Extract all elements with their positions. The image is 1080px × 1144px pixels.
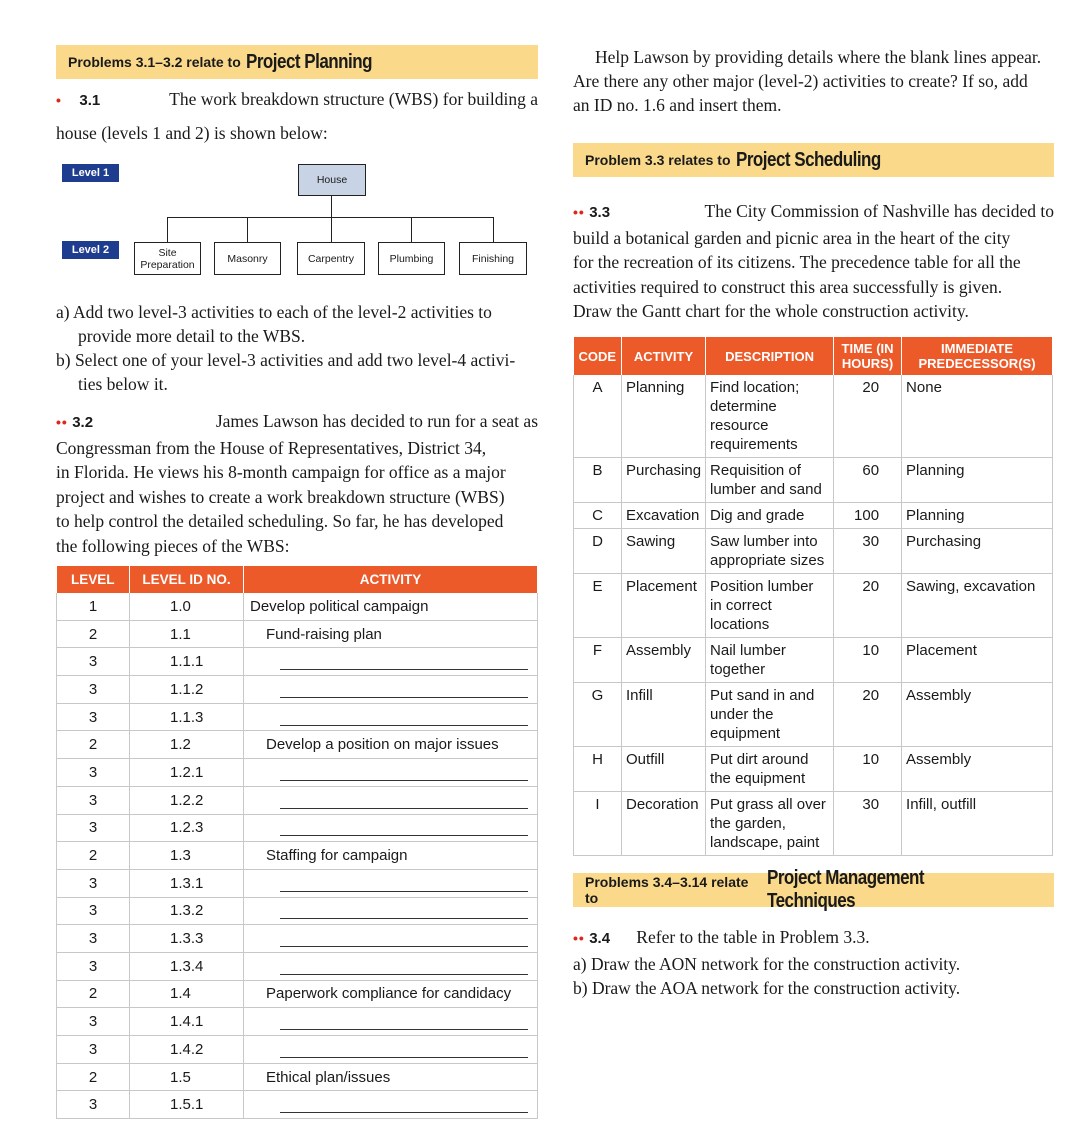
description-cell: Find location; determine resource requirements — [706, 375, 834, 458]
table-row — [574, 574, 1053, 638]
description-cell: Position lumber in correct locations — [706, 574, 834, 638]
level-cell: 2 — [57, 620, 130, 648]
level-id-cell: 1.4 — [130, 980, 244, 1008]
problem-text-line: Are there any other major (level-2) activities to create? If so, add — [573, 71, 1028, 91]
level-cell: 3 — [57, 703, 130, 731]
level-cell: 3 — [57, 759, 130, 787]
problem-number: 3.4 — [589, 930, 611, 947]
code-cell: H — [574, 747, 622, 792]
level-cell: 3 — [57, 786, 130, 814]
level-id-cell: 1.2.2 — [130, 786, 244, 814]
precedence-table — [573, 337, 1053, 856]
table-row — [57, 897, 538, 925]
time-cell: 10 — [834, 747, 902, 792]
table-row — [57, 842, 538, 870]
problem-text-line: to help control the detailed scheduling. So far, he has developed — [56, 511, 504, 531]
problem-text-line: Congressman from the House of Representatives, District 34, — [56, 437, 487, 458]
table-row — [574, 792, 1053, 856]
part-b-line: b) Draw the AOA network for the construction activity. — [573, 978, 961, 998]
blank-line[interactable] — [280, 904, 528, 919]
blank-line[interactable] — [280, 655, 528, 670]
problem-3-2-continuation — [573, 45, 1054, 117]
activity-cell — [244, 814, 538, 842]
level-cell: 3 — [57, 925, 130, 953]
level-id-cell: 1.2.1 — [130, 759, 244, 787]
banner-prefix: Problem 3.3 relates to — [585, 152, 731, 168]
table-row — [57, 676, 538, 704]
predecessor-cell: Planning — [902, 503, 1053, 529]
level-cell: 3 — [57, 676, 130, 704]
level-cell: 2 — [57, 731, 130, 759]
column-header: ACTIVITY — [244, 566, 538, 593]
connector-line — [331, 217, 332, 242]
problem-text-line: project and wishes to create a work breakdown structure (WBS) — [56, 486, 505, 507]
section-banner-project-management-techniques — [573, 867, 1054, 912]
activity-cell — [244, 1036, 538, 1064]
blank-line[interactable] — [280, 766, 528, 781]
activity-text: Ethical plan/issues — [266, 1068, 391, 1086]
description-cell: Put grass all over the garden, landscape, paint — [706, 792, 834, 856]
table-row — [574, 375, 1053, 458]
code-cell: F — [574, 638, 622, 683]
column-header: DESCRIPTION — [706, 337, 834, 375]
problem-text-line: build a botanical garden and picnic area in the heart of the city — [573, 227, 1011, 248]
time-cell: 20 — [834, 574, 902, 638]
table-row — [57, 1036, 538, 1064]
table-row — [57, 814, 538, 842]
table-row — [574, 747, 1053, 792]
activity-cell: Sawing — [622, 529, 706, 574]
part-b-line: b) Select one of your level-3 activities and add two level-4 activi- — [56, 350, 516, 370]
description-cell: Nail lumber together — [706, 638, 834, 683]
part-a-line: provide more detail to the WBS. — [78, 326, 306, 346]
connector-line — [493, 217, 494, 242]
connector-line — [331, 196, 332, 218]
table-row — [57, 620, 538, 648]
time-cell: 20 — [834, 683, 902, 747]
wbs-child-box: Plumbing — [378, 242, 445, 275]
activity-cell — [244, 897, 538, 925]
level-cell: 3 — [57, 869, 130, 897]
level-id-cell: 1.1.2 — [130, 676, 244, 704]
problem-3-1-parts — [56, 300, 538, 396]
wbs-table-body — [57, 593, 538, 1119]
level-cell: 3 — [57, 897, 130, 925]
predecessor-cell: None — [902, 375, 1053, 458]
blank-line[interactable] — [280, 821, 528, 836]
level-id-cell: 1.5.1 — [130, 1091, 244, 1119]
table-row — [574, 503, 1053, 529]
banner-topic: Project Scheduling — [735, 148, 881, 171]
table-row — [57, 1063, 538, 1091]
predecessor-cell: Infill, outfill — [902, 792, 1053, 856]
activity-cell — [244, 842, 538, 870]
table-header-row — [57, 566, 538, 593]
connector-line — [167, 217, 168, 242]
blank-line[interactable] — [280, 1098, 528, 1113]
level-id-cell: 1.3 — [130, 842, 244, 870]
predecessor-cell: Sawing, excavation — [902, 574, 1053, 638]
difficulty-dots: •• — [573, 204, 585, 220]
problem-text-line: for the recreation of its citizens. The precedence table for all the — [573, 252, 1021, 272]
column-header: TIME (IN HOURS) — [834, 337, 902, 375]
predecessor-cell: Placement — [902, 638, 1053, 683]
problem-text-line: the following pieces of the WBS: — [56, 535, 290, 556]
activity-text: Staffing for campaign — [266, 847, 408, 865]
table-row — [57, 980, 538, 1008]
blank-line[interactable] — [280, 1043, 528, 1058]
activity-cell — [244, 593, 538, 620]
problem-text-line: activities required to construct this area successfully is given. — [573, 276, 1003, 297]
activity-cell — [244, 703, 538, 731]
activity-cell — [244, 759, 538, 787]
column-header: LEVEL ID NO. — [130, 566, 244, 593]
level-id-cell: 1.2 — [130, 731, 244, 759]
level-id-cell: 1.1 — [130, 620, 244, 648]
banner-topic: Project Management Techniques — [766, 867, 924, 912]
code-cell: B — [574, 458, 622, 503]
table-row — [574, 529, 1053, 574]
precedence-table-body — [574, 375, 1053, 856]
banner-prefix: Problems 3.4–3.14 relate to — [585, 874, 749, 906]
time-cell: 30 — [834, 792, 902, 856]
problem-text-line: in Florida. He views his 8-month campaign for office as a major — [56, 462, 506, 482]
time-cell: 60 — [834, 458, 902, 503]
description-cell: Put sand in and under the equipment — [706, 683, 834, 747]
activity-cell: Assembly — [622, 638, 706, 683]
section-banner-project-planning — [56, 45, 538, 79]
activity-text: Develop a position on major issues — [266, 736, 499, 754]
level-2-tag: Level 2 — [62, 241, 119, 259]
level-id-cell: 1.4.2 — [130, 1036, 244, 1064]
activity-cell — [244, 1091, 538, 1119]
level-cell: 2 — [57, 980, 130, 1008]
description-cell: Requisition of lumber and sand — [706, 458, 834, 503]
time-cell: 10 — [834, 638, 902, 683]
wbs-child-box: Carpentry — [297, 242, 365, 275]
code-cell: E — [574, 574, 622, 638]
table-row — [57, 1008, 538, 1036]
blank-line[interactable] — [280, 877, 528, 892]
banner-topic: Project Planning — [245, 50, 372, 73]
table-row — [57, 648, 538, 676]
activity-cell: Decoration — [622, 792, 706, 856]
code-cell: C — [574, 503, 622, 529]
level-id-cell: 1.3.2 — [130, 897, 244, 925]
level-id-cell: 1.2.3 — [130, 814, 244, 842]
problem-number: 3.2 — [72, 414, 94, 431]
time-cell: 100 — [834, 503, 902, 529]
activity-cell: Purchasing — [622, 458, 706, 503]
table-header-row — [574, 337, 1053, 375]
problem-3-2 — [56, 409, 538, 558]
predecessor-cell: Purchasing — [902, 529, 1053, 574]
problem-number: 3.1 — [79, 92, 101, 109]
difficulty-dots: •• — [56, 414, 68, 430]
wbs-child-box: Masonry — [214, 242, 281, 275]
section-banner-project-scheduling — [573, 143, 1054, 177]
wbs-root-box: House — [298, 164, 366, 196]
activity-cell — [244, 731, 538, 759]
blank-line[interactable] — [280, 711, 528, 726]
problem-text-line: Draw the Gantt chart for the whole construction activity. — [573, 301, 969, 321]
code-cell: I — [574, 792, 622, 856]
activity-cell — [244, 952, 538, 980]
activity-text: Fund-raising plan — [266, 625, 382, 643]
wbs-child-box: Finishing — [459, 242, 527, 275]
connector-line — [167, 217, 493, 218]
code-cell: D — [574, 529, 622, 574]
blank-line[interactable] — [280, 932, 528, 947]
problem-text-line: The work breakdown structure (WBS) for building a — [169, 89, 538, 109]
level-cell: 1 — [57, 593, 130, 620]
blank-line[interactable] — [280, 794, 528, 809]
activity-cell — [244, 786, 538, 814]
level-cell: 2 — [57, 842, 130, 870]
level-id-cell: 1.4.1 — [130, 1008, 244, 1036]
table-row — [57, 869, 538, 897]
table-row — [57, 703, 538, 731]
table-row — [57, 731, 538, 759]
difficulty-dots: •• — [573, 930, 585, 946]
predecessor-cell: Assembly — [902, 683, 1053, 747]
table-row — [57, 786, 538, 814]
column-header: ACTIVITY — [622, 337, 706, 375]
problem-text-line: James Lawson has decided to run for a seat as — [215, 411, 538, 431]
problem-text-line: Help Lawson by providing details where the blank lines appear. — [595, 47, 1042, 67]
level-id-cell: 1.1.3 — [130, 703, 244, 731]
level-id-cell: 1.0 — [130, 593, 244, 620]
level-cell: 3 — [57, 814, 130, 842]
time-cell: 20 — [834, 375, 902, 458]
activity-cell — [244, 620, 538, 648]
part-b-line: ties below it. — [78, 374, 168, 394]
part-a-line: a) Draw the AON network for the construction activity. — [573, 953, 961, 974]
table-row — [57, 593, 538, 620]
problem-text-line: Refer to the table in Problem 3.3. — [636, 927, 870, 947]
column-header: CODE — [574, 337, 622, 375]
activity-cell — [244, 648, 538, 676]
problem-3-3 — [573, 199, 1054, 324]
activity-cell: Infill — [622, 683, 706, 747]
wbs-child-box: Site Preparation — [134, 242, 201, 275]
level-id-cell: 1.1.1 — [130, 648, 244, 676]
column-header: LEVEL — [57, 566, 130, 593]
problem-3-4 — [573, 925, 1054, 1001]
activity-cell — [244, 925, 538, 953]
banner-prefix: Problems 3.1–3.2 relate to — [68, 54, 241, 70]
level-id-cell: 1.3.4 — [130, 952, 244, 980]
activity-cell: Planning — [622, 375, 706, 458]
table-row — [574, 458, 1053, 503]
problem-text-line: The City Commission of Nashville has decided to — [704, 201, 1054, 221]
activity-cell — [244, 980, 538, 1008]
wbs-table — [56, 566, 538, 1119]
table-row — [57, 925, 538, 953]
level-cell: 3 — [57, 1036, 130, 1064]
table-row — [574, 683, 1053, 747]
code-cell: A — [574, 375, 622, 458]
table-row — [574, 638, 1053, 683]
difficulty-dot: • — [56, 92, 62, 108]
time-cell: 30 — [834, 529, 902, 574]
blank-line[interactable] — [280, 683, 528, 698]
problem-number: 3.3 — [589, 204, 611, 221]
activity-cell: Outfill — [622, 747, 706, 792]
level-cell: 3 — [57, 648, 130, 676]
column-header: IMMEDIATE PREDECESSOR(S) — [902, 337, 1053, 375]
description-cell: Dig and grade — [706, 503, 834, 529]
activity-cell — [244, 1063, 538, 1091]
problem-text-line: house (levels 1 and 2) is shown below: — [56, 123, 328, 143]
connector-line — [411, 217, 412, 242]
predecessor-cell: Planning — [902, 458, 1053, 503]
activity-text: Develop political campaign — [250, 597, 429, 615]
level-cell: 3 — [57, 952, 130, 980]
activity-cell: Excavation — [622, 503, 706, 529]
blank-line[interactable] — [280, 1015, 528, 1030]
level-1-tag: Level 1 — [62, 164, 119, 182]
description-cell: Put dirt around the equipment — [706, 747, 834, 792]
predecessor-cell: Assembly — [902, 747, 1053, 792]
code-cell: G — [574, 683, 622, 747]
table-row — [57, 952, 538, 980]
connector-line — [247, 217, 248, 242]
part-a-line: a) Add two level-3 activities to each of the level-2 activities to — [56, 302, 492, 322]
activity-cell — [244, 676, 538, 704]
activity-text: Paperwork compliance for candidacy — [266, 985, 512, 1003]
level-cell: 3 — [57, 1008, 130, 1036]
activity-cell: Placement — [622, 574, 706, 638]
activity-cell — [244, 869, 538, 897]
description-cell: Saw lumber into appropriate sizes — [706, 529, 834, 574]
level-cell: 3 — [57, 1091, 130, 1119]
level-id-cell: 1.3.1 — [130, 869, 244, 897]
level-id-cell: 1.3.3 — [130, 925, 244, 953]
level-id-cell: 1.5 — [130, 1063, 244, 1091]
activity-cell — [244, 1008, 538, 1036]
level-cell: 2 — [57, 1063, 130, 1091]
problem-3-1 — [56, 87, 538, 145]
problem-text-line: an ID no. 1.6 and insert them. — [573, 95, 782, 115]
table-row — [57, 1091, 538, 1119]
table-row — [57, 759, 538, 787]
blank-line[interactable] — [280, 960, 528, 975]
